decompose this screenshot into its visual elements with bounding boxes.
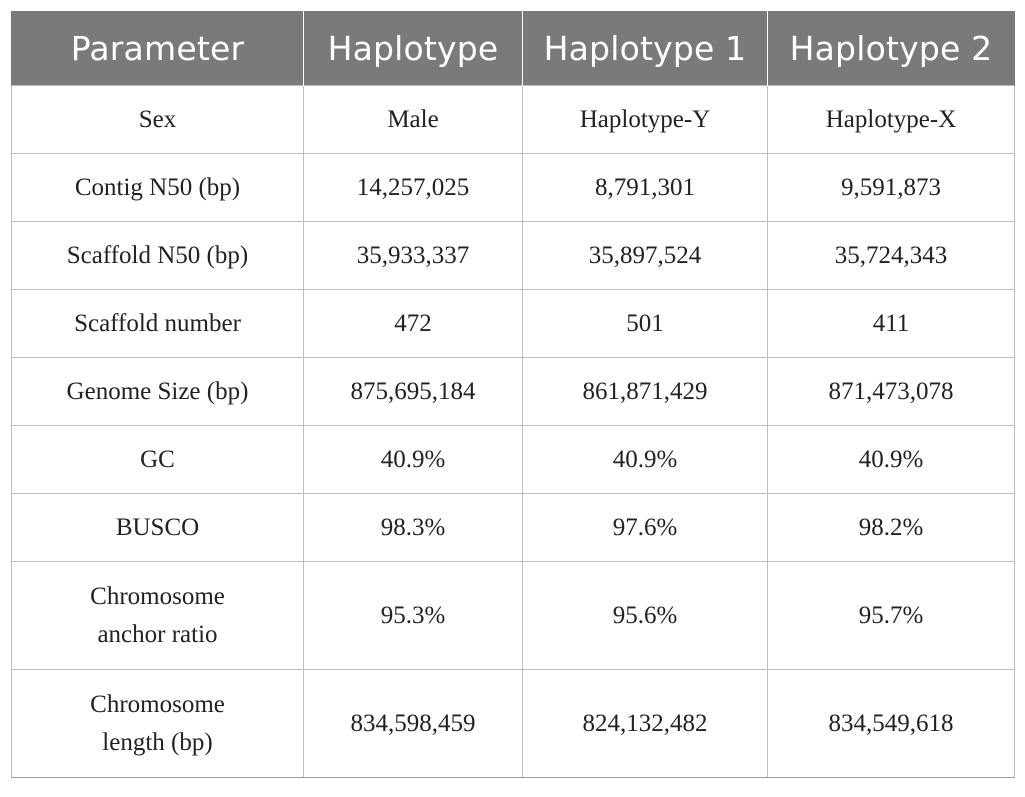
table-cell: Haplotype-Y xyxy=(523,86,768,154)
table-cell: Haplotype-X xyxy=(768,86,1015,154)
assembly-statistics-table xyxy=(11,11,1015,778)
row-label: GC xyxy=(12,426,304,494)
table-row xyxy=(12,358,1015,426)
header-row xyxy=(12,12,1015,86)
table-cell: Male xyxy=(304,86,523,154)
header-haplotype-1: Haplotype 1 xyxy=(523,12,768,86)
table-row xyxy=(12,154,1015,222)
row-label: Sex xyxy=(12,86,304,154)
table-cell: 40.9% xyxy=(304,426,523,494)
table-cell: 95.3% xyxy=(304,562,523,670)
table-row xyxy=(12,670,1015,778)
table-cell: 97.6% xyxy=(523,494,768,562)
table-cell: 35,724,343 xyxy=(768,222,1015,290)
row-label: BUSCO xyxy=(12,494,304,562)
table-cell: 9,591,873 xyxy=(768,154,1015,222)
table-cell: 95.7% xyxy=(768,562,1015,670)
header-haplotype-2: Haplotype 2 xyxy=(768,12,1015,86)
table-cell: 14,257,025 xyxy=(304,154,523,222)
row-label: Scaffold number xyxy=(12,290,304,358)
table-cell: 35,897,524 xyxy=(523,222,768,290)
table-cell: 501 xyxy=(523,290,768,358)
table-cell: 834,549,618 xyxy=(768,670,1015,778)
table-row xyxy=(12,86,1015,154)
row-label: Genome Size (bp) xyxy=(12,358,304,426)
table-row xyxy=(12,290,1015,358)
table-cell: 40.9% xyxy=(523,426,768,494)
table-body xyxy=(12,86,1015,778)
table-cell: 411 xyxy=(768,290,1015,358)
table-cell: 472 xyxy=(304,290,523,358)
table-cell: 95.6% xyxy=(523,562,768,670)
table-cell: 98.2% xyxy=(768,494,1015,562)
table-cell: 824,132,482 xyxy=(523,670,768,778)
table-cell: 35,933,337 xyxy=(304,222,523,290)
table-row xyxy=(12,426,1015,494)
table-cell: 834,598,459 xyxy=(304,670,523,778)
table-header xyxy=(12,12,1015,86)
table-cell: 861,871,429 xyxy=(523,358,768,426)
row-label: Scaffold N50 (bp) xyxy=(12,222,304,290)
header-parameter: Parameter xyxy=(12,12,304,86)
table-cell: 8,791,301 xyxy=(523,154,768,222)
table-cell: 875,695,184 xyxy=(304,358,523,426)
row-label: Contig N50 (bp) xyxy=(12,154,304,222)
table-cell: 40.9% xyxy=(768,426,1015,494)
table-row xyxy=(12,562,1015,670)
row-label: Chromosome length (bp) xyxy=(12,670,304,778)
row-label: Chromosome anchor ratio xyxy=(12,562,304,670)
table-cell: 98.3% xyxy=(304,494,523,562)
table-row xyxy=(12,494,1015,562)
header-haplotype: Haplotype xyxy=(304,12,523,86)
table-cell: 871,473,078 xyxy=(768,358,1015,426)
table-row xyxy=(12,222,1015,290)
